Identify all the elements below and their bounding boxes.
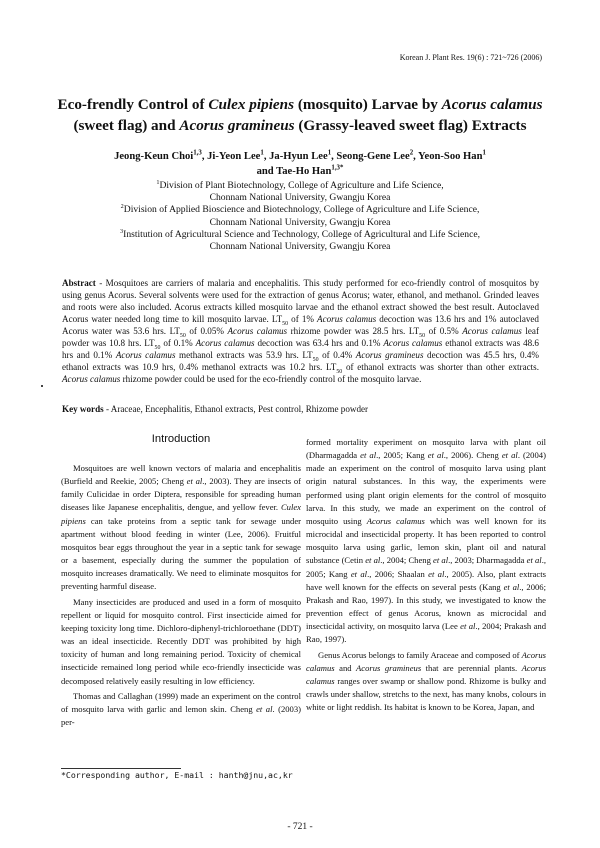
body-text: ., 2005; Kang [376,450,428,461]
subscript: 50 [419,332,426,339]
abstract-text: of 0.4% [318,349,356,360]
abstract-text: of 0.5% [425,325,463,336]
affiliation-line: Chonnam National University, Gwangju Korea [209,216,391,228]
abstract-text: decoction was 45.5 hrs, 0.4% ethanol extracts was 10.9 hrs, 0.4% methanol extracts was 10.2 hrs. LT [62,349,539,372]
author-list [40,149,560,179]
body-text: . (2004) made an experiment on the control of mosquito larva using plant origin natural substances. In this way, the experiments were performed using plant origin elements for the control of mosquito larva. In this study, we made an experiment on the control of mosquito using [306,450,546,526]
left-column [61,462,301,729]
species-name: Culex pipiens [61,502,301,526]
affiliation-mark: 2 [120,203,124,211]
species-name: Acorus calamus [227,325,288,336]
margin-dot [41,385,43,387]
abstract-text: rhizome powder could be used for the eco-friendly control of the mosquito larvae. [120,373,422,384]
affiliation-mark: 3 [120,227,124,235]
abstract-label: Abstract [62,278,96,288]
paragraph [306,649,546,715]
author-affil-mark: 1 [482,149,486,157]
species-name: Acorus calamus [195,337,255,348]
author-name: , Yeon-Soo Han [413,151,483,162]
paragraph [61,690,301,729]
species-name: Acorus gramineus [356,662,422,673]
abstract-text: of 1% [288,313,318,324]
abstract-text: of 0.1% [160,337,196,348]
title-text: (Grassy-leaved sweet flag) Extracts [294,117,527,134]
keywords-text: - Araceae, Encephalitis, Ethanol extracts, Pest control, Rhizome powder [103,404,369,414]
body-text: that are perennial plants. [421,662,522,673]
body-text: . (2003) per- [61,703,301,727]
author-affil-mark: 1 [260,149,264,157]
section-heading: Introduction [151,433,211,445]
species-name: Acorus calamus [306,662,546,686]
species-name: Acorus calamus [366,515,425,526]
abstract-text: of ethanol extracts was shorter than other extracts. [342,361,539,372]
abstract-text: of 0.05% [185,325,228,336]
affiliation-line: Chonnam National University, Gwangju Korea [209,192,391,204]
italic-text: et al [350,568,368,579]
corresponding-star: * [339,164,344,172]
species-name: Acorus calamus [62,373,121,384]
italic-text: et al [256,703,273,714]
abstract-text: rhizome powder was 28.5 hrs. LT [287,325,420,336]
footnote: *Corresponding author, E-mail : hanth@jnu,ac,kr [61,770,293,780]
abstract-text: decoction was 13.6 hrs and 1% autoclaved Acorus water was 53.6 hrs. LT [62,313,539,336]
affiliation [40,229,560,253]
affiliation [40,204,560,228]
running-head: Korean J. Plant Res. 19(6) : 721~726 (2006) [399,53,542,62]
species-name: Acorus calamus [383,337,443,348]
species-name: Acorus gramineus [355,349,424,360]
author-name: Jeong-Keun Choi [114,151,194,162]
author-name: , Seong-Gene Lee [331,151,410,162]
body-text: Genus Acorus belongs to family Araceae and composed of [318,649,522,660]
body-text: ., 2006). Cheng [443,450,502,461]
author-affil-mark: 1 [327,149,332,157]
affiliation-line: Chonnam National University, Gwangju Korea [209,241,391,253]
body-text: ., 2006; Shaalan [367,568,429,579]
affil-numbers: 1,3 [331,164,340,172]
author-affil-mark [331,164,343,171]
body-text: ., 2006; Prakash and Rao, 1997). In this study, we investigated to know the prevention effect of genus Acorus, known as microcidal and insecticidal activity, on mosquito larva (Lee [306,581,546,632]
subscript: 50 [282,320,289,327]
affiliation-line: Division of Applied Bioscience and Biotechnology, College of Agriculture and Life Science, [123,204,480,216]
species-name: Acorus calamus [115,349,176,360]
abstract-text: decoction was 63.4 hrs and 0.1% [254,337,384,348]
title-text: (sweet flag) and [73,117,180,134]
subscript: 50 [312,356,319,363]
italic-text: et al [433,555,449,566]
title-species: Acorus gramineus [179,117,295,134]
species-name: Acorus calamus [306,649,546,673]
body-text: Mosquitoes are well known vectors of malaria and encephalitis (Burfield and Reekie, 2005; Cheng [61,463,301,487]
italic-text: et al [428,568,445,579]
title-text: (mosquito) Larvae by [294,96,442,113]
species-name: Acorus calamus [317,313,377,324]
abstract [62,278,539,386]
abstract-text: methanol extracts was 53.9 hrs. LT [175,349,313,360]
title-species: Acorus calamus [441,96,543,113]
body-text: ranges over swamp or shallow pond. Rhizome is bulky and crawls under shallow, stretchs to the next, has many knobs, colours in white or light reddish. Its habitat is known to be Korea, Japan, and [306,675,546,713]
body-text: ., 2004; Cheng [380,555,434,566]
keywords [62,404,539,414]
title-text: Eco-frendly Control of [57,96,209,113]
subscript: 50 [154,344,161,351]
body-text: Thomas and Callaghan (1999) made an experiment on the control of mosquito larva with garlic and lemon skin. Cheng [61,690,301,714]
body-text: and [334,662,357,673]
body-text: ., 2004; Prakash and Rao, 1997). [306,621,546,645]
italic-text: et al [526,555,542,566]
affiliation-mark: 1 [156,178,160,186]
abstract-text: leaf powder was 10.8 hrs. LT [62,325,539,348]
body-text: ., 2003). They are insects of family Culicidae in order Diptera, responsible for spreading human diseases like Japanese encephalitis, dengue, and yellow fever. [61,476,302,513]
author-affil-mark: 2 [409,149,414,157]
paragraph [61,462,301,594]
keywords-label: Key words [62,404,104,414]
body-text: formed mortality experiment on mosquito larva with plant oil (Dharmagadda [306,437,546,461]
body-text: ., 2005). Also, plant extracts have well known for the effects on several pests (Kang [306,568,546,592]
body-text: ., 2005; Kang [306,555,546,579]
body-text: ., 2003; Dharmagadda [448,555,527,566]
abstract-text: ethanol extracts was 48.6 hrs and 0.1% [62,337,539,360]
author-affil-mark: 1,3 [193,149,202,157]
footnote-rule [61,768,181,769]
subscript: 50 [179,332,186,339]
author-name: , Ja-Hyun Lee [263,151,328,162]
paragraph: Many insecticides are produced and used in a form of mosquito repellent or liquid for mosquito control. First insecticide aimed for keeping toxicity long time. Dichloro-diphenyl-trichloroethane (DDT) was an ideal insecticide. Recently DDT was prohibited by high toxicity of human and long remaining period. Toxicity of chemical insecticide remained long period while eco-friendly insecticide was decomposed relatively easily resulting in low efficiency. [61,596,301,686]
page-number: - 721 - [287,822,313,832]
body-text: which was well known for its microcidal and insecticidal property. It has been reported to control mosquito larva using garlic, lemon skin, plant oil and natural substance (Cetin [306,515,546,566]
affiliation-line: Institution of Agricultural Science and Technology, College of Agricultural and Life Science, [123,228,480,240]
subscript: 50 [336,368,343,375]
italic-text: et al [360,450,377,461]
author-name: and Tae-Ho Han [256,166,332,177]
italic-text: et al [365,555,381,566]
title-species: Culex pipiens [208,96,295,113]
italic-text: et al [186,476,203,487]
right-column [306,436,546,714]
paper-title [40,94,560,136]
body-text: can take proteins from a septic tank for sewage under apartment without blood feeding in winter (Lee, 2006). Fruitful mosquitos bear eggs throughout the year in a septic tank for sewage or a basement, especially during the summer the population of mosquito increases dramatically. We need to eliminate mosquitos for preventing harmful disease. [61,515,301,592]
species-name: Acorus calamus [462,325,522,336]
affiliation-line: Division of Plant Biotechnology, College of Agriculture and Life Science, [159,180,444,191]
affiliations [40,180,560,253]
paragraph [306,436,546,647]
italic-text: et al [503,581,520,592]
italic-text: et al [460,621,476,632]
italic-text: et al [501,450,518,461]
affiliation [40,180,560,204]
author-name: , Ji-Yeon Lee [201,151,261,162]
italic-text: et al [427,450,444,461]
abstract-text: - Mosquitoes are carriers of malaria and encephalitis. This study performed for eco-friendly control of mosquitos by using genus Acorus. Several solvents were used for the extraction of genus Acorus; water, ethanol, and methanol. Grinded leaves and roots were also included. Acorus extracts killed mosquito larvae and the ethanol extract showed the best result. Autoclaved Acorus water needed long time to kill mosquito larvae. LT [62,278,539,324]
